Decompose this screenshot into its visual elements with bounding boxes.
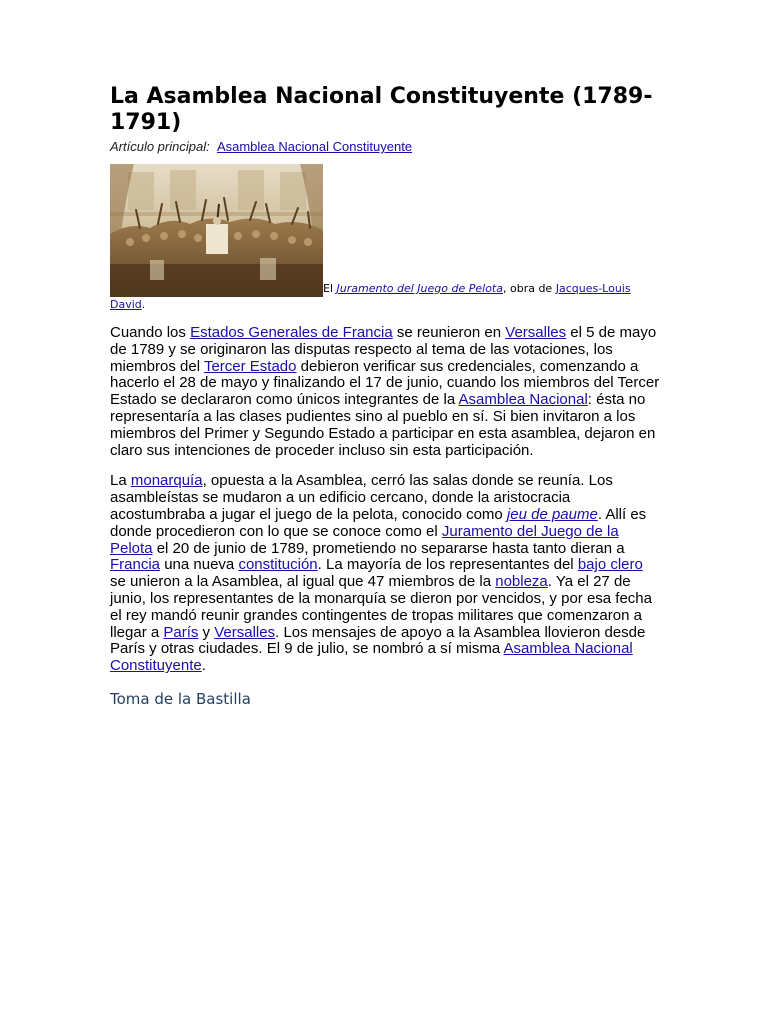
text: : ésta no representaría a las clases pudientes sino al pueblo en sí. Si bien invitaron a los miembros del Primer y Segundo Estado a participar en esta asamblea, dejaron en claro sus intenciones de proceder incluso sin esta participación. (110, 391, 656, 459)
page-title: La Asamblea Nacional Constituyente (1789-1791) (110, 84, 653, 135)
paragraph-2 (110, 473, 662, 675)
text: se unieron a la Asamblea, al igual que 47 miembros de la (110, 573, 496, 591)
text: . (201, 657, 206, 675)
link-juramento[interactable]: Juramento del Juego de la Pelota (110, 522, 619, 557)
main-article-link[interactable]: Asamblea Nacional Constituyente (216, 139, 413, 154)
link-constitucion[interactable]: constitución (238, 556, 318, 574)
text: . Ya el 27 de junio, los representantes de la monarquía se dieron por vencidos, y por esa fecha el rey mandó reunir grandes contingentes de tropas militares que comenzaron a llegar a (110, 573, 652, 641)
text: , opuesta a la Asamblea, cerró las salas donde se reunía. Los asambleístas se mudaron a un edificio cercano, donde la aristocracia acostumbraba a jugar el juego de la pelota, conocido como (110, 472, 613, 523)
main-article-note (110, 139, 662, 155)
text: se reunieron en (392, 324, 506, 341)
section-heading: Toma de la Bastilla (110, 689, 251, 708)
caption-link-juramento[interactable]: Juramento del Juego de Pelota (336, 282, 503, 295)
link-jeu-de-paume[interactable]: jeu de paume (506, 505, 598, 523)
text: . Los mensajes de apoyo a la Asamblea llovieron desde París y otras ciudades. El 9 de julio, se nombró a sí misma (110, 623, 646, 658)
link-versalles-2[interactable]: Versalles (214, 623, 276, 641)
text: . Allí es donde procedieron con lo que se conoce como el (110, 505, 647, 540)
link-versalles[interactable]: Versalles (505, 324, 567, 341)
link-nobleza[interactable]: nobleza (495, 573, 548, 591)
figure (110, 164, 662, 313)
text: La (110, 472, 131, 490)
link-estados-generales[interactable]: Estados Generales de Francia (190, 324, 393, 341)
painting-image (110, 164, 323, 297)
text: el 5 de mayo de 1789 y se originaron las disputas respecto al tema de las votaciones, los miembros del (110, 324, 657, 375)
caption-link-david[interactable]: Jacques-Louis David (110, 282, 631, 311)
link-francia[interactable]: Francia (110, 556, 161, 574)
text: Cuando los (110, 324, 191, 341)
text: . La mayoría de los representantes del (317, 556, 578, 574)
document-page (110, 84, 662, 709)
text: debieron verificar sus credenciales, comenzando a hacerlo el 28 de mayo y finalizando el 17 de junio, cuando los miembros del Tercer Estado se declararon como únicos integrantes de la (110, 357, 660, 409)
figure-caption-end: . (141, 298, 146, 311)
paragraph-1 (110, 325, 662, 459)
text: y (198, 623, 215, 641)
figure-caption-mid: , obra de (502, 282, 556, 295)
main-article-label: Artículo principal: (110, 139, 210, 154)
link-paris[interactable]: París (163, 623, 199, 641)
text: una nueva (160, 556, 239, 574)
link-tercer-estado[interactable]: Tercer Estado (203, 357, 297, 375)
link-asamblea-constituyente[interactable]: Asamblea Nacional Constituyente (110, 640, 633, 675)
figure-caption-prefix: El (323, 282, 337, 295)
link-asamblea-nacional[interactable]: Asamblea Nacional (458, 391, 588, 409)
link-bajo-clero[interactable]: bajo clero (577, 556, 643, 574)
link-monarquia[interactable]: monarquía (130, 472, 203, 490)
text: el 20 de junio de 1789, prometiendo no separarse hasta tanto dieran a (152, 539, 625, 557)
